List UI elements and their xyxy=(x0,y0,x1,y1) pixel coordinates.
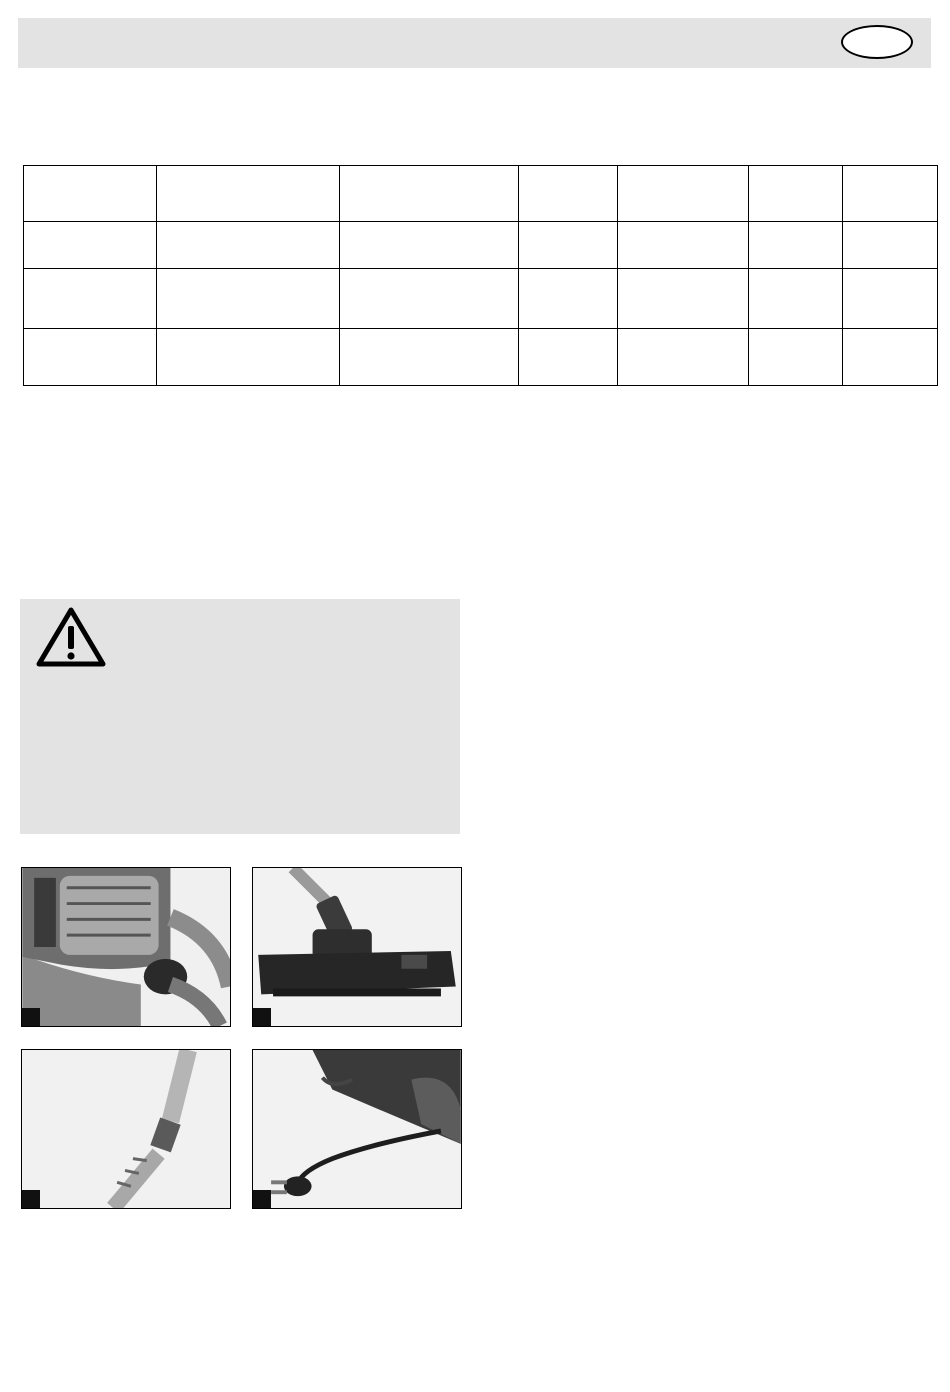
warning-box xyxy=(20,599,460,834)
table-cell xyxy=(843,166,938,222)
table-cell xyxy=(618,269,749,329)
table-cell xyxy=(340,166,519,222)
table-cell xyxy=(519,222,618,269)
warning-triangle-icon xyxy=(35,606,107,668)
floor-nozzle-photo xyxy=(253,868,461,1026)
telescopic-tube-photo xyxy=(22,1050,230,1208)
table-row xyxy=(24,222,938,269)
figure-power-plug xyxy=(252,1049,462,1209)
table-cell xyxy=(519,269,618,329)
table-cell xyxy=(749,269,843,329)
figure-floor-nozzle xyxy=(252,867,462,1027)
figure-number-box xyxy=(22,1008,40,1026)
table-cell xyxy=(843,222,938,269)
table-row xyxy=(24,329,938,386)
table-cell xyxy=(749,166,843,222)
table-cell xyxy=(618,329,749,386)
figure-hose-connector xyxy=(21,867,231,1027)
header-bar xyxy=(18,18,931,68)
table-cell xyxy=(24,269,157,329)
hose-connector-photo xyxy=(22,868,230,1026)
table-cell xyxy=(749,222,843,269)
language-code-oval xyxy=(841,25,913,59)
figure-number-box xyxy=(22,1190,40,1208)
power-plug-photo xyxy=(253,1050,461,1208)
table-cell xyxy=(519,329,618,386)
table-cell xyxy=(24,166,157,222)
table-header-row xyxy=(24,166,938,222)
table-cell xyxy=(340,222,519,269)
table-cell xyxy=(157,329,340,386)
table-cell xyxy=(618,222,749,269)
table-cell xyxy=(843,329,938,386)
spec-table xyxy=(23,165,938,386)
table-cell xyxy=(157,222,340,269)
table-cell xyxy=(157,269,340,329)
figure-number-box xyxy=(253,1008,271,1026)
figure-number-box xyxy=(253,1190,271,1208)
table-cell xyxy=(24,329,157,386)
table-cell xyxy=(519,166,618,222)
table-row xyxy=(24,269,938,329)
table-cell xyxy=(843,269,938,329)
table-cell xyxy=(618,166,749,222)
table-cell xyxy=(340,329,519,386)
figure-telescopic-tube xyxy=(21,1049,231,1209)
table-cell xyxy=(340,269,519,329)
table-cell xyxy=(749,329,843,386)
table-cell xyxy=(24,222,157,269)
table-cell xyxy=(157,166,340,222)
